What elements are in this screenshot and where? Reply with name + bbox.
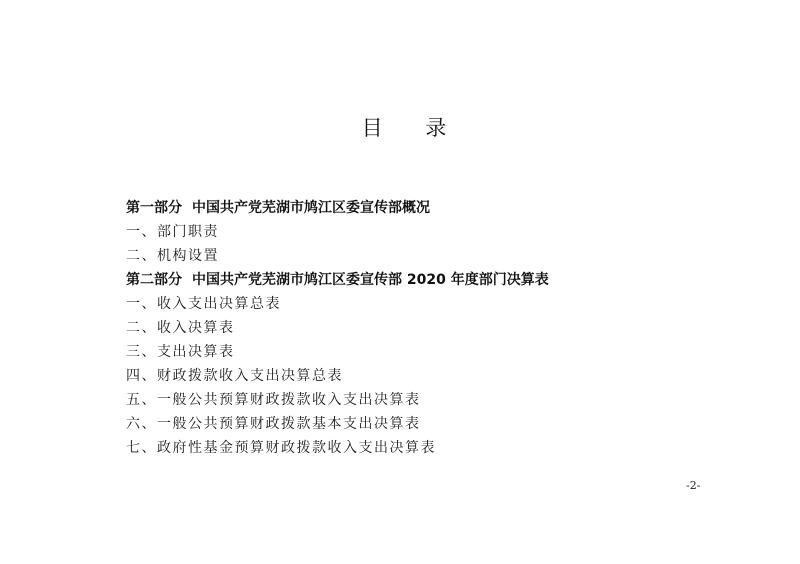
toc-part-two-title: 中国共产党芜湖市鸠江区委宣传部 2020 年度部门决算表: [192, 272, 549, 288]
toc-part-one: [126, 196, 746, 220]
toc-item: 四、财政拨款收入支出决算总表: [126, 368, 343, 384]
toc-item: 二、机构设置: [126, 248, 219, 264]
toc-part-one-title: 中国共产党芜湖市鸠江区委宣传部概况: [192, 200, 430, 216]
toc-part-two: [126, 268, 746, 292]
toc-item: 二、收入决算表: [126, 320, 235, 336]
toc-item: 三、支出决算表: [126, 344, 235, 360]
toc-part-two-label: 第二部分: [126, 272, 182, 288]
toc-item: 五、一般公共预算财政拨款收入支出决算表: [126, 392, 421, 408]
page-title: 目 录: [361, 116, 465, 140]
table-of-contents: [126, 196, 746, 460]
toc-item: 一、部门职责: [126, 224, 219, 240]
toc-item: 六、一般公共预算财政拨款基本支出决算表: [126, 416, 421, 432]
page-number: -2-: [686, 479, 701, 492]
toc-part-one-label: 第一部分: [126, 200, 182, 216]
toc-item: 一、收入支出决算总表: [126, 296, 281, 312]
toc-item: 七、政府性基金预算财政拨款收入支出决算表: [126, 440, 436, 456]
